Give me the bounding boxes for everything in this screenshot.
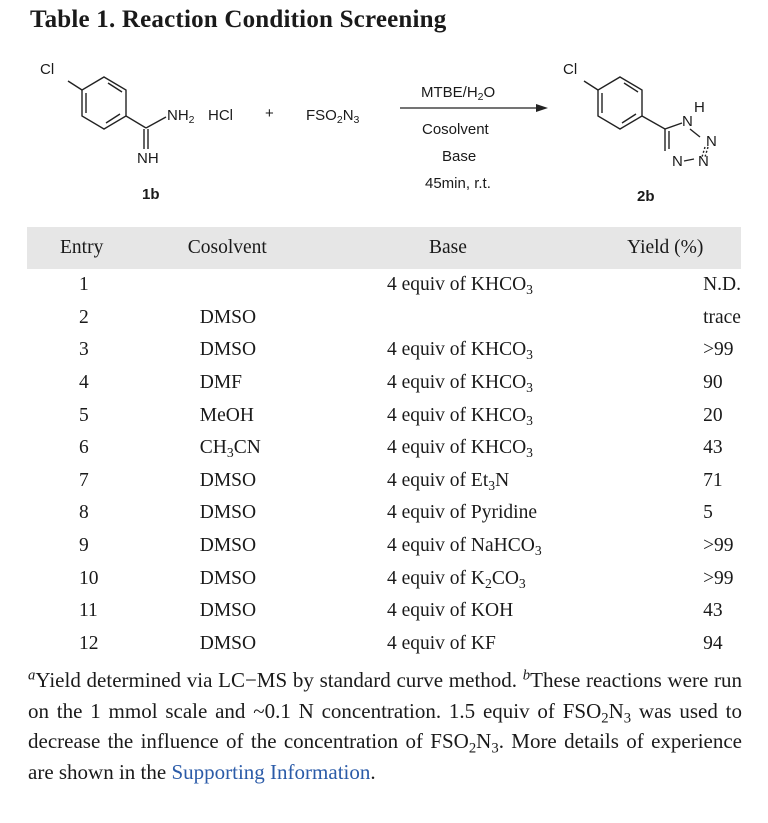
entry-cell: 5: [79, 404, 89, 426]
base-cell: 4 equiv of Pyridine: [386, 502, 537, 524]
yield-cell: >99: [703, 567, 734, 589]
entry-cell: 2: [79, 306, 89, 328]
cosolvent-cell: DMF: [199, 372, 243, 394]
table-title: Table 1. Reaction Condition Screening: [30, 6, 447, 33]
base-cell: 4 equiv of NaHCO$_3$: [386, 535, 542, 559]
reactant-nh-label: NH: [137, 150, 159, 167]
screening-table: [27, 227, 741, 660]
yield-cell: trace: [703, 306, 741, 328]
footnote-a-text: Yield determined via LC−MS by standard curve method.: [35, 668, 518, 692]
table-row: [27, 497, 741, 530]
base-cell: 4 equiv of $K_2CO_3$: [386, 567, 526, 591]
entry-cell: 8: [79, 502, 89, 524]
table-row: [27, 269, 741, 302]
base-cell: 4 equiv of $KHCO_3$: [386, 437, 533, 461]
reagent-label: $FSO_2N_3$: [306, 107, 360, 127]
yield-cell: 43: [703, 437, 723, 459]
entry-cell: 7: [79, 469, 89, 491]
yield-cell: 5: [703, 502, 713, 524]
reaction-arrow-icon: [400, 104, 548, 112]
table-row: [27, 595, 741, 628]
yield-cell: 94: [703, 632, 723, 654]
yield-cell: 90: [703, 372, 723, 394]
product-cl-label: Cl: [563, 61, 578, 78]
reactant-compound-label: 1b: [142, 186, 160, 203]
cosolvent-cell: DMSO: [199, 502, 257, 524]
cosolvent-cell: MeOH: [199, 404, 254, 426]
base-cell: 4 equiv of $KHCO_3$: [386, 372, 533, 396]
base-cell: [331, 302, 627, 335]
yield-cell: >99: [703, 535, 734, 557]
base-cell: 4 equiv of KOH: [386, 600, 514, 622]
table-footnote: [28, 665, 742, 787]
reaction-scheme: [0, 55, 768, 220]
yield-cell: N.D.: [703, 274, 741, 296]
yield-cell: 43: [703, 600, 723, 622]
condition-solvent: MTBE/$H_2O$: [421, 84, 496, 104]
cosolvent-cell: DMSO: [199, 469, 257, 491]
product-h-label: H: [694, 99, 705, 116]
product-n3-label: N: [698, 153, 709, 170]
reactant-benzene-ring-icon: [68, 77, 166, 149]
footnote-end: .: [370, 759, 376, 784]
cosolvent-cell: DMSO: [199, 339, 257, 361]
base-cell: 4 equiv of $KHCO_3$: [386, 404, 533, 428]
table-row: [27, 399, 741, 432]
footnote-b-mark: b: [522, 667, 531, 684]
condition-time-temp: 45min, r.t.: [425, 175, 491, 192]
header-cosolvent: Cosolvent: [162, 227, 331, 269]
condition-base: Base: [442, 148, 477, 165]
entry-cell: 3: [79, 339, 89, 361]
table-row: [27, 334, 741, 367]
yield-cell: 71: [703, 469, 723, 491]
condition-cosolvent: Cosolvent: [422, 121, 489, 138]
cosolvent-cell: DMSO: [199, 600, 257, 622]
entry-cell: 11: [79, 600, 98, 622]
product-n1-label: N: [682, 113, 693, 130]
base-cell: 4 equiv of $KHCO_3$: [386, 339, 533, 363]
cosolvent-cell: DMSO: [199, 567, 257, 589]
entry-cell: 10: [79, 567, 99, 589]
table-row: [27, 302, 741, 335]
reactant-nh2-label: $NH_2$: [167, 107, 195, 127]
supporting-information-link[interactable]: Supporting Information: [171, 759, 371, 784]
table-header-row: [27, 227, 741, 269]
footnote-b-text: These reactions were run on the 1 mmol scale and ~0.1 N concentration. 1.5 equiv of $FSO_2N_3$ was used to decrease the influence of the concentration of $FSO_2N_3$. More details of experience are shown in the: [28, 668, 743, 784]
yield-cell: 20: [703, 404, 723, 426]
product-compound-label: 2b: [637, 188, 655, 205]
plus-sign: +: [265, 105, 274, 122]
cosolvent-cell: DMSO: [199, 632, 257, 654]
reactant-cl-label: Cl: [40, 61, 55, 78]
base-cell: 4 equiv of KF: [386, 632, 496, 654]
cosolvent-cell: DMSO: [199, 535, 257, 557]
table-row: [27, 562, 741, 595]
entry-cell: 4: [79, 372, 89, 394]
base-cell: 4 equiv of $Et_3N$: [386, 469, 510, 493]
product-n4-label: N: [672, 153, 683, 170]
entry-cell: 9: [79, 535, 89, 557]
header-yield: Yield (%): [627, 227, 741, 269]
header-base: Base: [331, 227, 627, 269]
table-row: [27, 367, 741, 400]
footnote-a-mark: a: [28, 667, 36, 684]
entry-cell: 12: [79, 632, 99, 654]
table-row: [27, 465, 741, 498]
table-row: [27, 432, 741, 465]
cosolvent-cell: $CH_3CN$: [199, 437, 261, 461]
header-entry: Entry: [27, 227, 162, 269]
entry-cell: 1: [79, 274, 89, 296]
product-n2-label: N: [706, 133, 717, 150]
entry-cell: 6: [79, 437, 89, 459]
reactant-salt-label: HCl: [208, 107, 233, 124]
table-row: [27, 628, 741, 661]
yield-cell: >99: [703, 339, 734, 361]
cosolvent-cell: [162, 269, 331, 302]
cosolvent-cell: DMSO: [199, 306, 257, 328]
table-row: [27, 530, 741, 563]
base-cell: 4 equiv of $KHCO_3$: [386, 274, 533, 298]
